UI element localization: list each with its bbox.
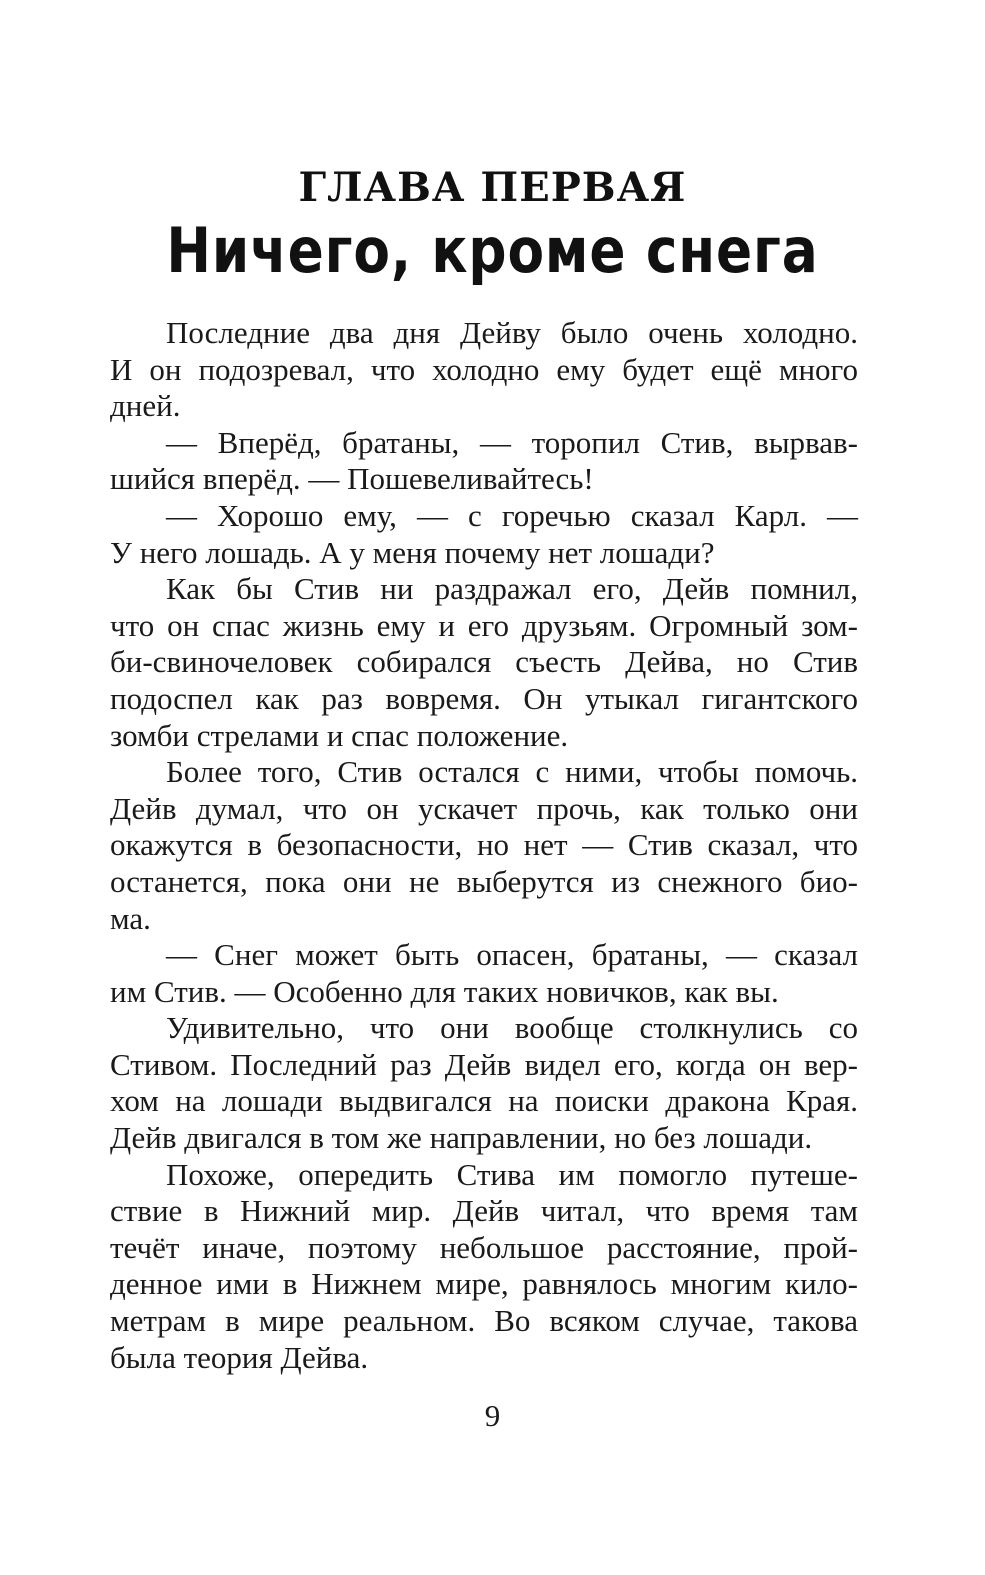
text-line: — Хорошо ему, — с горечью сказал Карл. — (166, 497, 858, 533)
text-line: Более того, Стив остался с ними, чтобы помочь. (166, 754, 858, 790)
text-line: им Стив. — Особенно для таких новичков, как вы. (110, 973, 779, 1009)
text-line: — Вперёд, братаны, — торопил Стив, вырвав- (166, 424, 858, 460)
text-line: подоспел как раз вовремя. Он утыкал гигантского (110, 680, 858, 716)
text-line: денное ими в Нижнем мире, равнялось многим кило- (110, 1266, 858, 1302)
text-line: была теория Дейва. (110, 1339, 369, 1375)
text-line: У него лошадь. А у меня почему нет лошади? (110, 534, 715, 570)
text-line: Дейв двигался в том же направлении, но без лошади. (110, 1120, 813, 1156)
chapter-title: Ничего, кроме снега (166, 214, 819, 287)
text-line: зомби стрелами и спас положение. (110, 717, 569, 753)
text-line: Похоже, опередить Стива им помогло путеше- (166, 1156, 858, 1192)
text-line: окажутся в безопасности, но нет — Стив сказал, что (110, 827, 858, 863)
text-line: ма. (110, 900, 151, 936)
text-line: Как бы Стив ни раздражал его, Дейв помнил, (166, 571, 858, 607)
text-line: — Снег может быть опасен, братаны, — сказал (166, 937, 858, 973)
text-line: метрам в мире реальном. Во всяком случае, такова (110, 1303, 858, 1339)
page-number: 9 (484, 1398, 501, 1433)
chapter-label: ГЛАВА ПЕРВАЯ (298, 164, 687, 211)
text-line: шийся вперёд. — Пошевеливайтесь! (110, 461, 594, 497)
text-line: И он подозревал, что холодно ему будет ещё много (110, 351, 858, 387)
text-line: Стивом. Последний раз Дейв видел его, когда он вер- (110, 1046, 858, 1082)
text-line: останется, пока они не выберутся из снежного био- (110, 863, 858, 899)
text-line: Последние два дня Дейву было очень холодно. (166, 315, 858, 350)
text-line: хом на лошади выдвигался на поиски дракона Края. (110, 1083, 858, 1119)
text-line: что он спас жизнь ему и его друзьям. Огромный зом- (110, 607, 858, 643)
chapter-body (110, 315, 858, 1376)
text-line: течёт иначе, поэтому небольшое расстояние, прой- (110, 1229, 858, 1265)
text-line: ствие в Нижний мир. Дейв читал, что время там (110, 1193, 858, 1229)
text-line: дней. (110, 388, 181, 424)
text-line: би-свиночеловек собирался съесть Дейва, но Стив (110, 644, 858, 680)
text-line: Дейв думал, что он ускачет прочь, как только они (110, 790, 858, 826)
text-line: Удивительно, что они вообще столкнулись со (166, 1010, 858, 1046)
